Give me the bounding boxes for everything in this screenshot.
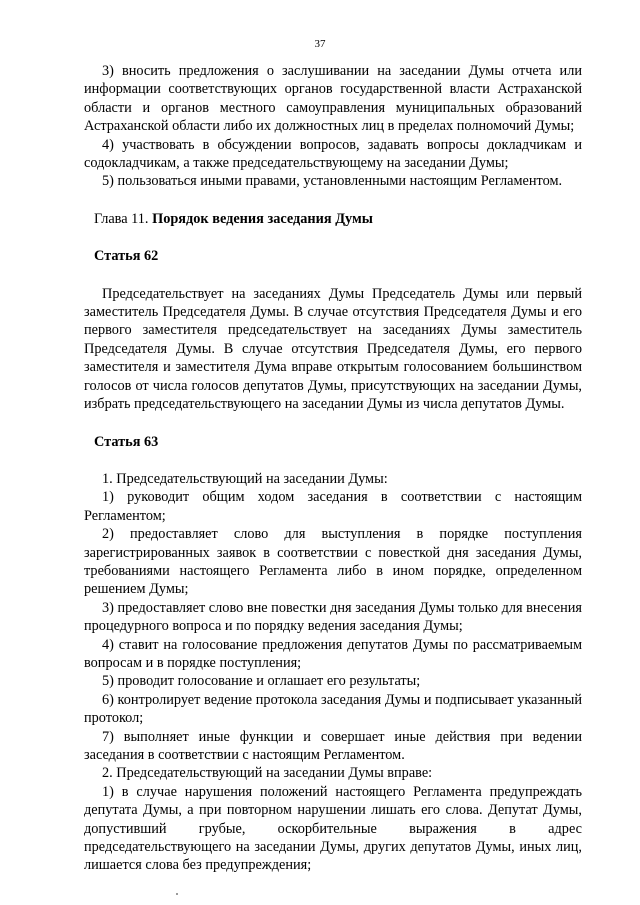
page-number: 37 bbox=[314, 38, 326, 50]
article-62-text: Председательствует на заседаниях Думы Председатель Думы или первый заместитель Председателя Думы. В случае отсутствия Председателя Думы и его первого заместителя председательствует на заседаниях Думы заместитель Председателя Думы. В случае отсутствия Председателя Думы, его первого заместителя и заместителя Дума вправе открытым голосованием большинством голосов от числа голосов депутатов Думы, присутствующих на заседании Думы, избрать председательствующего на заседании Думы из числа депутатов Думы. bbox=[84, 285, 582, 413]
list-item: 3) вносить предложения о заслушивании на заседании Думы отчета или информации соответствующих органов государственной власти Астраханской области и органов местного самоуправления муниципальных образований Астраханской области либо их должностных лиц в пределах полномочий Думы; bbox=[84, 63, 582, 135]
page-content bbox=[84, 62, 582, 875]
list-item: 5) проводит голосование и оглашает его результаты; bbox=[102, 673, 421, 690]
chapter-title: Порядок ведения заседания Думы bbox=[152, 210, 373, 227]
list-item: 1) руководит общим ходом заседания в соответствии с настоящим Регламентом; bbox=[84, 489, 582, 524]
list-item: 7) выполняет иные функции и совершает иные действия при ведении заседания в соответствии с настоящим Регламентом. bbox=[84, 728, 582, 763]
list-item: 4) ставит на голосование предложения депутатов Думы по рассматриваемым вопросам и в порядке поступления; bbox=[84, 636, 582, 671]
list-item: 6) контролирует ведение протокола заседания Думы и подписывает указанный протокол; bbox=[84, 691, 582, 727]
article-63-heading: Статья 63 bbox=[94, 433, 159, 450]
chapter-prefix: Глава 11. bbox=[94, 210, 149, 227]
list-item: 3) предоставляет слово вне повестки дня заседания Думы только для внесения процедурного вопроса и по порядку ведения заседания Думы; bbox=[84, 599, 582, 635]
article-62-heading: Статья 62 bbox=[94, 248, 159, 265]
article-63-part2-intro: 2. Председательствующий на заседании Думы вправе: bbox=[102, 765, 433, 782]
list-item: 5) пользоваться иными правами, установленными настоящим Регламентом. bbox=[102, 173, 563, 190]
chapter-heading bbox=[84, 210, 582, 228]
scan-speck bbox=[176, 893, 178, 895]
list-item: 2) предоставляет слово для выступления в порядке поступления зарегистрированных заявок в соответствии с повесткой дня заседания Думы, требованиями настоящего Регламента либо в ином порядке, определенном решением Думы; bbox=[84, 526, 582, 598]
list-item: 1) в случае нарушения положений настоящего Регламента предупреждать депутата Думы, а при повторном нарушении лишать его слова. Депутат Думы, допустивший грубые, оскорбительные выражения в адрес председательствующего на заседании Думы, других депутатов Думы, иных лиц, лишается слова без предупреждения; bbox=[84, 783, 582, 874]
list-item: 4) участвовать в обсуждении вопросов, задавать вопросы докладчикам и содокладчикам, а также председательствующему на заседании Думы; bbox=[84, 136, 582, 172]
article-63-part1-intro: 1. Председательствующий на заседании Думы: bbox=[102, 470, 388, 487]
